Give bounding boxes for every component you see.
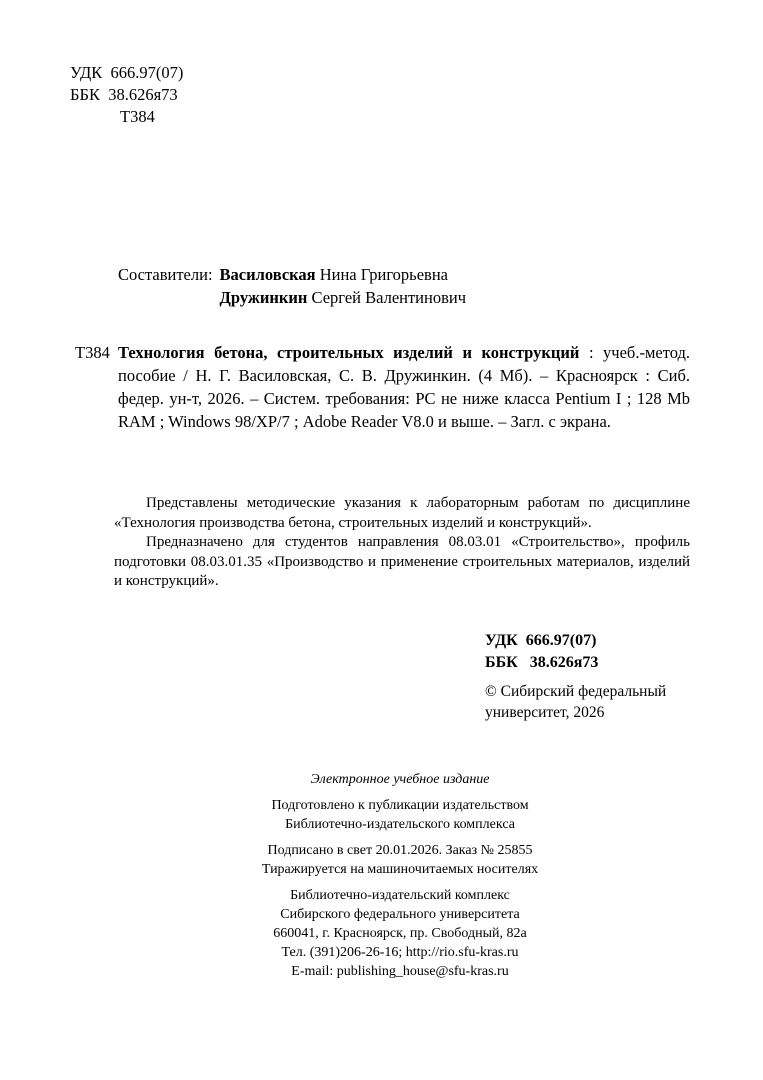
bibliographic-record bbox=[75, 341, 690, 433]
compiler-surname: Василовская bbox=[219, 265, 316, 284]
bib-title: Технология бетона, строительных изделий и конструкций bbox=[118, 343, 580, 362]
bib-index: Т384 bbox=[75, 343, 110, 362]
udk-code: УДК 666.97(07) bbox=[70, 63, 184, 82]
compiler-name bbox=[220, 263, 466, 286]
annotation-paragraph: Предназначено для студентов направления 08.03.01 «Строительство», профиль подготовки 08.03.01.35 «Производство и применение строительных материалов, изделий и конструкций». bbox=[114, 534, 690, 589]
publisher-name-line: Библиотечно-издательский комплекс bbox=[290, 888, 510, 903]
compilers-names bbox=[220, 263, 466, 309]
copyright-line: университет, 2026 bbox=[485, 704, 605, 721]
release-info-line: Подписано в свет 20.01.2026. Заказ № 25855 bbox=[267, 843, 533, 858]
publisher-contacts bbox=[40, 886, 760, 981]
top-codes-block bbox=[70, 62, 183, 128]
annotation-paragraph: Представлены методические указания к лабораторным работам по дисциплине «Технология производства бетона, строительных изделий и конструкций». bbox=[114, 495, 690, 531]
publisher-note-line: Библиотечно-издательского комплекса bbox=[285, 817, 515, 832]
compiler-surname: Дружинкин bbox=[219, 288, 308, 307]
bib-text bbox=[118, 341, 690, 433]
annotation-block bbox=[114, 494, 690, 592]
udk-code-right: УДК 666.97(07) bbox=[485, 632, 597, 649]
copyright-notice bbox=[485, 681, 666, 723]
imprint-block bbox=[40, 770, 760, 981]
right-codes-block bbox=[485, 630, 598, 674]
compilers-block bbox=[118, 263, 466, 309]
release-info bbox=[40, 841, 760, 879]
bib-description: : учеб.-метод. пособие / Н. Г. Василовская, С. В. Дружинкин. (4 Мб). – Красноярск : Сиб. федер. ун-т, 2026. – Систем. требования: PC не ниже класса Pentium I ; 128 Mb RAM ; Windows 98/ХР/7 ; Adobe Reader V8.0 и выше. – Загл. с экрана. bbox=[118, 343, 690, 431]
bbk-code: ББК 38.626я73 bbox=[70, 85, 178, 104]
compiler-given-names: Нина Григорьевна bbox=[315, 265, 448, 284]
compiler-name bbox=[220, 286, 466, 309]
publisher-name-line: Сибирского федерального университета bbox=[280, 907, 520, 922]
bbk-code-right: ББК 38.626я73 bbox=[485, 654, 599, 671]
compiler-given-names: Сергей Валентинович bbox=[307, 288, 467, 307]
publisher-address: 660041, г. Красноярск, пр. Свободный, 82а bbox=[273, 926, 527, 941]
edition-type: Электронное учебное издание bbox=[310, 772, 490, 787]
copyright-line: © Сибирский федеральный bbox=[485, 683, 667, 700]
author-index: Т384 bbox=[120, 107, 155, 126]
release-info-line: Тиражируется на машиночитаемых носителях bbox=[261, 862, 539, 877]
publisher-email: E-mail: publishing_house@sfu-kras.ru bbox=[291, 964, 509, 979]
publisher-note-line: Подготовлено к публикации издательством bbox=[271, 798, 529, 813]
publisher-note bbox=[40, 796, 760, 834]
compilers-label: Составители: bbox=[118, 265, 213, 284]
publisher-phone-site: Тел. (391)206-26-16; http://rio.sfu-kras.ru bbox=[281, 945, 519, 960]
